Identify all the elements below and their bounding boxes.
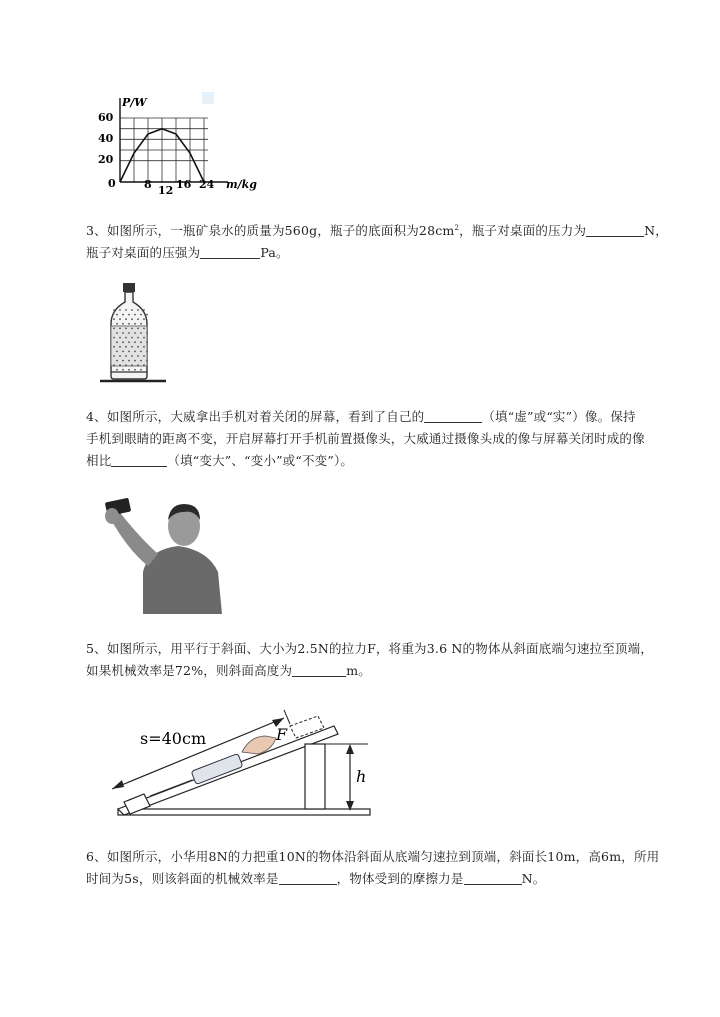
q6-text-b: ，物体受到的摩擦力是	[336, 871, 464, 886]
bubble	[137, 309, 139, 311]
q4-text-b: （填“虚”或“实”）像。保持	[482, 409, 636, 424]
bubble	[134, 323, 136, 325]
bubble	[113, 355, 115, 357]
q4-blank-size[interactable]	[111, 452, 167, 467]
bubble	[125, 318, 127, 320]
q4-text-c: 相比	[86, 453, 112, 468]
height-label: h	[356, 767, 367, 786]
q3-text-a: 3、如图所示，一瓶矿泉水的质量为560g，瓶子的底面积为28cm	[86, 223, 455, 239]
bubble	[116, 323, 118, 325]
x-tick-24: 24	[199, 178, 215, 191]
bubble	[128, 341, 130, 343]
graph-grid	[120, 118, 208, 182]
bubble	[131, 355, 133, 357]
bubble	[143, 309, 145, 311]
bubble	[125, 328, 127, 330]
question-5	[86, 638, 682, 682]
q3-unit-pa: Pa。	[260, 245, 289, 261]
bubble	[146, 323, 148, 325]
bubble	[116, 369, 118, 371]
bubble	[140, 341, 142, 343]
bubble	[128, 369, 130, 371]
q5-blank-height[interactable]	[292, 662, 346, 677]
bubble	[113, 318, 115, 320]
question-4-line-1	[86, 406, 682, 428]
height-arrow-top	[346, 744, 354, 754]
bubble	[137, 355, 139, 357]
q6-text-a: 时间为5s，则该斜面的机械效率是	[86, 871, 279, 886]
bubble	[122, 341, 124, 343]
q3-text-b: ，瓶子对桌面的压力为	[459, 223, 587, 239]
bubble	[122, 323, 124, 325]
y-tick-60: 60	[98, 111, 114, 124]
bottle-cap	[123, 283, 135, 292]
bubble	[131, 346, 133, 348]
x-tick-8: 8	[144, 178, 152, 191]
distance-label: s=40cm	[140, 729, 207, 748]
bubble	[146, 332, 148, 334]
bubble	[113, 328, 115, 330]
bubble	[140, 323, 142, 325]
question-4	[86, 406, 682, 472]
bubble	[128, 332, 130, 334]
bubble	[143, 355, 145, 357]
bubble	[134, 314, 136, 316]
bubble	[113, 309, 115, 311]
bubble	[140, 332, 142, 334]
bubble	[146, 341, 148, 343]
question-3-line-1	[86, 217, 682, 242]
bubble	[134, 332, 136, 334]
q3-text-c: 瓶子对桌面的压强为	[86, 245, 201, 261]
bubble	[134, 341, 136, 343]
bubble	[125, 346, 127, 348]
bubble	[119, 346, 121, 348]
person-hand	[105, 508, 119, 524]
q4-text-a: 4、如图所示，大威拿出手机对着关闭的屏幕，看到了自己的	[86, 409, 425, 424]
bubble	[137, 328, 139, 330]
bubble	[119, 337, 121, 339]
force-label: F	[276, 725, 288, 744]
y-tick-20: 20	[98, 153, 114, 166]
bubble	[119, 364, 121, 366]
bubble	[128, 314, 130, 316]
bubble	[116, 351, 118, 353]
bubble	[125, 355, 127, 357]
bubble	[125, 337, 127, 339]
person-selfie-photo	[98, 490, 228, 616]
bubble	[143, 337, 145, 339]
question-4-line-2: 手机到眼睛的距离不变，开启屏幕打开手机前置摄像头，大威通过摄像头成的像与屏幕关闭时成的像	[86, 431, 645, 446]
bubble	[125, 364, 127, 366]
bubble	[119, 309, 121, 311]
bubble	[119, 328, 121, 330]
origin-label: 0	[108, 177, 116, 190]
y-tick-40: 40	[98, 132, 114, 145]
bubble	[116, 332, 118, 334]
bubble	[143, 328, 145, 330]
x-axis-label: m/kg	[226, 178, 257, 191]
q4-text-d: （填“变大”、“变小”或“不变”）。	[167, 453, 354, 468]
bubble	[119, 318, 121, 320]
question-5-line-1: 5、如图所示，用平行于斜面、大小为2.5N的拉力F，将重为3.6 N的物体从斜面底端匀速拉至顶端，	[86, 641, 654, 656]
q3-blank-force[interactable]	[586, 222, 644, 237]
inclined-plane-figure	[100, 696, 380, 824]
bubble	[146, 360, 148, 362]
bubble	[146, 351, 148, 353]
bubble	[140, 360, 142, 362]
bubble	[146, 369, 148, 371]
bubble	[143, 364, 145, 366]
bubble	[134, 360, 136, 362]
bubble	[137, 318, 139, 320]
bubble	[140, 369, 142, 371]
q5-unit-m: m。	[346, 663, 371, 678]
q6-unit-n: N。	[521, 871, 546, 886]
bubble	[143, 346, 145, 348]
q3-blank-pressure[interactable]	[200, 244, 260, 259]
bubble	[119, 355, 121, 357]
question-6-line-2	[86, 868, 682, 890]
q6-blank-efficiency[interactable]	[279, 870, 337, 885]
bubble	[122, 314, 124, 316]
q3-unit-n: N，	[644, 223, 668, 239]
bubble	[116, 360, 118, 362]
bubble	[137, 346, 139, 348]
bubble	[122, 369, 124, 371]
bubble	[146, 314, 148, 316]
bubble	[134, 369, 136, 371]
bubble	[113, 346, 115, 348]
water-bottle-figure	[98, 280, 168, 386]
bubble	[137, 364, 139, 366]
bubble	[131, 318, 133, 320]
x-tick-16: 16	[176, 178, 192, 191]
question-4-line-3	[86, 450, 682, 472]
question-3	[86, 217, 682, 264]
bubble	[116, 341, 118, 343]
base-board	[118, 809, 370, 815]
bubble	[113, 337, 115, 339]
bubble	[122, 332, 124, 334]
distance-arrow-head-left	[112, 780, 124, 789]
question-6	[86, 846, 682, 890]
x-tick-12: 12	[158, 184, 174, 196]
bubble	[113, 364, 115, 366]
question-3-line-2	[86, 242, 682, 264]
bubble	[131, 328, 133, 330]
q4-blank-image-type[interactable]	[424, 408, 482, 423]
q5-text-a: 如果机械效率是72%，则斜面高度为	[86, 663, 293, 678]
bubble	[131, 364, 133, 366]
power-mass-graph	[86, 86, 266, 196]
bubble	[131, 309, 133, 311]
question-6-line-1: 6、如图所示，小华用8N的力把重10N的物体沿斜面从底端匀速拉到顶端，斜面长10m，高6m，所用	[86, 849, 660, 864]
bubble	[122, 351, 124, 353]
bubble	[128, 351, 130, 353]
scan-mark	[202, 92, 214, 104]
bubble	[140, 351, 142, 353]
q3-superscript: 2	[454, 224, 460, 232]
bubble	[122, 360, 124, 362]
bubble	[143, 318, 145, 320]
distance-tick	[284, 710, 290, 724]
bubble	[128, 360, 130, 362]
graph-axes	[120, 98, 228, 182]
bubble	[125, 309, 127, 311]
bubble	[140, 314, 142, 316]
bubble	[128, 323, 130, 325]
y-axis-label: P/W	[122, 96, 147, 109]
bubble	[116, 314, 118, 316]
bubble	[134, 351, 136, 353]
bubble	[131, 337, 133, 339]
support-block	[305, 744, 325, 809]
q6-blank-friction[interactable]	[464, 870, 522, 885]
bubble	[137, 337, 139, 339]
question-5-line-2	[86, 660, 682, 682]
